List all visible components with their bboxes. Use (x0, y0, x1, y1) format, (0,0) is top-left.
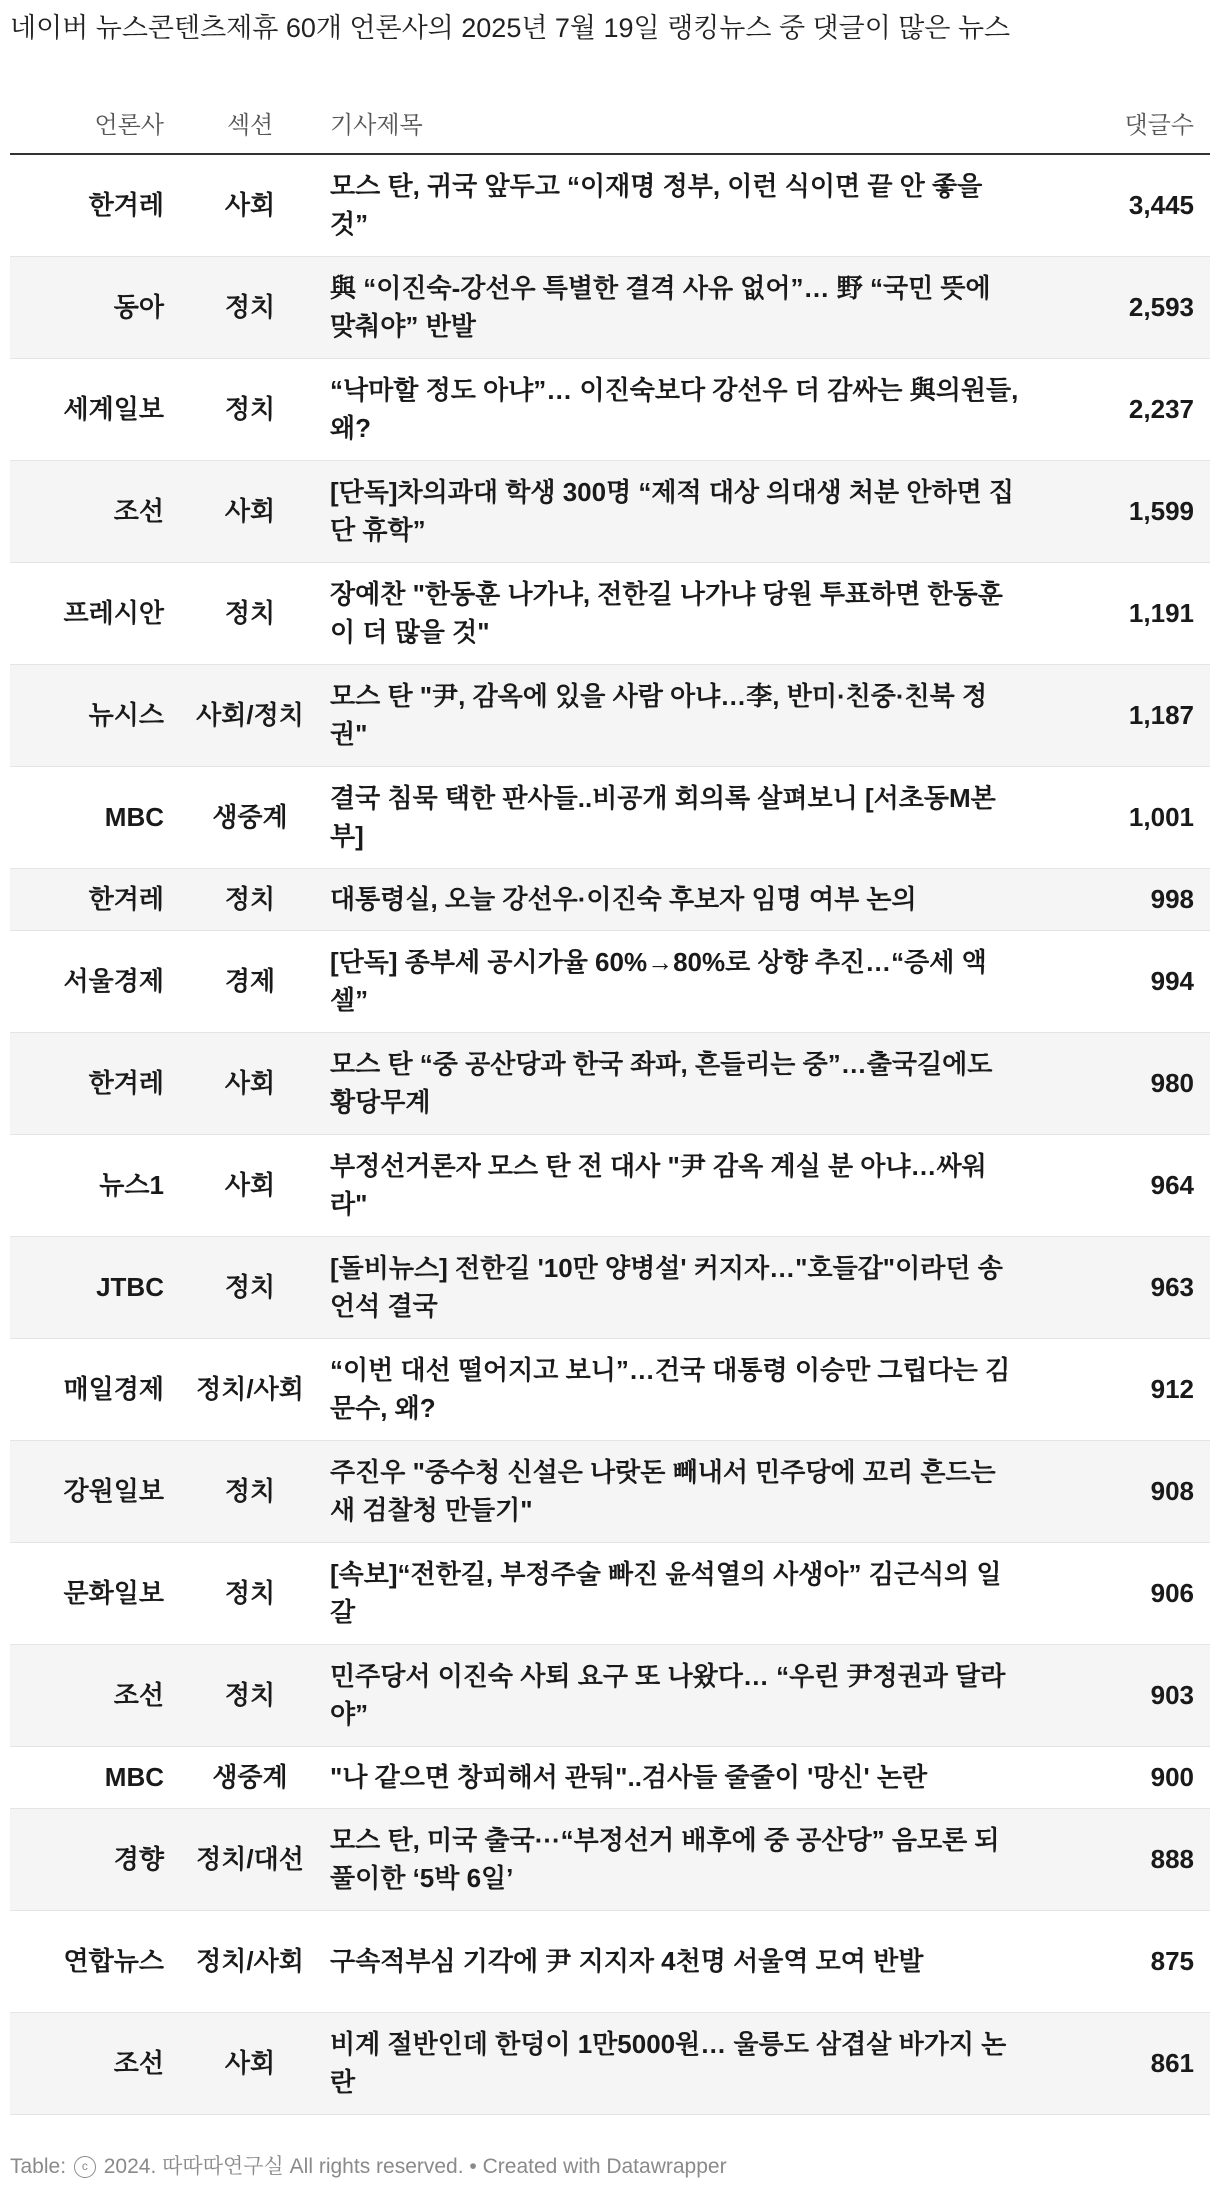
table-row[interactable] (10, 358, 1210, 460)
column-header-section[interactable]: 섹션 (170, 92, 330, 154)
cell-comments: 1,191 (1050, 562, 1210, 664)
table-header-row (10, 92, 1210, 154)
table-title: 네이버 뉴스콘텐츠제휴 60개 언론사의 2025년 7월 19일 랭킹뉴스 중 댓글이 많은 뉴스 (10, 13, 1011, 43)
column-header-comments[interactable]: 댓글수 (1050, 92, 1210, 154)
cell-headline[interactable]: “이번 대선 떨어지고 보니”…건국 대통령 이승만 그립다는 김문수, 왜? (330, 1338, 1050, 1440)
table-row[interactable] (10, 562, 1210, 664)
cell-outlet: 프레시안 (10, 562, 170, 664)
cell-section: 사회 (170, 154, 330, 256)
cell-section: 정치/대선 (170, 1808, 330, 1910)
cell-headline[interactable]: 與 “이진숙-강선우 특별한 결격 사유 없어”… 野 “국민 뜻에 맞춰야” 반발 (330, 256, 1050, 358)
cell-headline[interactable]: 결국 침묵 택한 판사들..비공개 회의록 살펴보니 [서초동M본부] (330, 766, 1050, 868)
cell-section: 사회 (170, 460, 330, 562)
cell-section: 정치/사회 (170, 1338, 330, 1440)
cell-section: 정치 (170, 1644, 330, 1746)
cell-headline[interactable]: 대통령실, 오늘 강선우·이진숙 후보자 임명 여부 논의 (330, 868, 1050, 930)
cell-section: 정치 (170, 868, 330, 930)
comments-ranking-table (10, 92, 1210, 2115)
table-body (10, 154, 1210, 2114)
creative-commons-icon: c (74, 2156, 96, 2178)
cell-outlet: 경향 (10, 1808, 170, 1910)
cell-headline[interactable]: 구속적부심 기각에 尹 지지자 4천명 서울역 모여 반발 (330, 1910, 1050, 2012)
cell-section: 정치 (170, 1236, 330, 1338)
cell-outlet: MBC (10, 1746, 170, 1808)
cell-comments: 903 (1050, 1644, 1210, 1746)
cell-outlet: 뉴스1 (10, 1134, 170, 1236)
cell-headline[interactable]: 모스 탄 "尹, 감옥에 있을 사람 아냐…李, 반미·친중·친북 정권" (330, 664, 1050, 766)
cell-section: 정치 (170, 1440, 330, 1542)
table-row[interactable] (10, 460, 1210, 562)
table-row[interactable] (10, 766, 1210, 868)
cell-headline[interactable]: 모스 탄 “중 공산당과 한국 좌파, 흔들리는 중”…출국길에도 황당무계 (330, 1032, 1050, 1134)
cell-comments: 3,445 (1050, 154, 1210, 256)
cell-section: 사회 (170, 2012, 330, 2114)
cell-section: 정치/사회 (170, 1910, 330, 2012)
cell-comments: 875 (1050, 1910, 1210, 2012)
cell-comments: 1,599 (1050, 460, 1210, 562)
table-row[interactable] (10, 1338, 1210, 1440)
cell-outlet: 문화일보 (10, 1542, 170, 1644)
cell-section: 정치 (170, 358, 330, 460)
cell-headline[interactable]: [단독] 종부세 공시가율 60%→80%로 상향 추진…“증세 액셀” (330, 930, 1050, 1032)
cell-outlet: 강원일보 (10, 1440, 170, 1542)
cell-headline[interactable]: [단독]차의과대 학생 300명 “제적 대상 의대생 처분 안하면 집단 휴학” (330, 460, 1050, 562)
table-row[interactable] (10, 256, 1210, 358)
cell-outlet: MBC (10, 766, 170, 868)
cell-comments: 1,187 (1050, 664, 1210, 766)
cell-section: 생중계 (170, 1746, 330, 1808)
cell-outlet: 조선 (10, 2012, 170, 2114)
table-footer (10, 2150, 727, 2180)
cell-comments: 2,237 (1050, 358, 1210, 460)
cell-headline[interactable]: 장예찬 "한동훈 나가냐, 전한길 나가냐 당원 투표하면 한동훈이 더 많을 것" (330, 562, 1050, 664)
table-row[interactable] (10, 154, 1210, 256)
cell-comments: 964 (1050, 1134, 1210, 1236)
cell-headline[interactable]: 비계 절반인데 한덩이 1만5000원… 울릉도 삼겹살 바가지 논란 (330, 2012, 1050, 2114)
table-row[interactable] (10, 1134, 1210, 1236)
cell-section: 정치 (170, 562, 330, 664)
footer-table-label: Table: (10, 2155, 67, 2178)
cell-outlet: 서울경제 (10, 930, 170, 1032)
cell-headline[interactable]: 민주당서 이진숙 사퇴 요구 또 나왔다… “우린 尹정권과 달라야” (330, 1644, 1050, 1746)
cell-comments: 908 (1050, 1440, 1210, 1542)
cell-comments: 888 (1050, 1808, 1210, 1910)
cell-comments: 861 (1050, 2012, 1210, 2114)
cell-headline[interactable]: [돌비뉴스] 전한길 '10만 양병설' 커지자…"호들갑"이라던 송언석 결국 (330, 1236, 1050, 1338)
cell-outlet: 한겨레 (10, 1032, 170, 1134)
cell-headline[interactable]: "나 같으면 창피해서 관둬"..검사들 줄줄이 '망신' 논란 (330, 1746, 1050, 1808)
table-row[interactable] (10, 1746, 1210, 1808)
cell-outlet: 조선 (10, 460, 170, 562)
cell-comments: 900 (1050, 1746, 1210, 1808)
cell-section: 사회 (170, 1134, 330, 1236)
cell-outlet: 매일경제 (10, 1338, 170, 1440)
table-row[interactable] (10, 1644, 1210, 1746)
cell-outlet: 한겨레 (10, 868, 170, 930)
cell-section: 정치 (170, 1542, 330, 1644)
table-row[interactable] (10, 664, 1210, 766)
cell-headline[interactable]: [속보]“전한길, 부정주술 빠진 윤석열의 사생아” 김근식의 일갈 (330, 1542, 1050, 1644)
cell-outlet: 동아 (10, 256, 170, 358)
cell-outlet: 연합뉴스 (10, 1910, 170, 2012)
cell-comments: 994 (1050, 930, 1210, 1032)
cell-outlet: 한겨레 (10, 154, 170, 256)
cell-comments: 980 (1050, 1032, 1210, 1134)
cell-section: 사회 (170, 1032, 330, 1134)
table-row[interactable] (10, 1910, 1210, 2012)
table-row[interactable] (10, 1236, 1210, 1338)
column-header-outlet[interactable]: 언론사 (10, 92, 170, 154)
cell-comments: 998 (1050, 868, 1210, 930)
cell-section: 사회/정치 (170, 664, 330, 766)
cell-outlet: 세계일보 (10, 358, 170, 460)
table-row[interactable] (10, 2012, 1210, 2114)
cell-comments: 963 (1050, 1236, 1210, 1338)
footer-created-with-link[interactable]: • Created with Datawrapper (469, 2155, 727, 2178)
cell-section: 정치 (170, 256, 330, 358)
cell-outlet: 뉴시스 (10, 664, 170, 766)
cell-comments: 906 (1050, 1542, 1210, 1644)
table-row[interactable] (10, 868, 1210, 930)
cell-headline[interactable]: 부정선거론자 모스 탄 전 대사 "尹 감옥 계실 분 아냐…싸워라" (330, 1134, 1050, 1236)
cell-headline[interactable]: 모스 탄, 귀국 앞두고 “이재명 정부, 이런 식이면 끝 안 좋을 것” (330, 154, 1050, 256)
cell-headline[interactable]: 모스 탄, 미국 출국···“부정선거 배후에 중 공산당” 음모론 되풀이한 ‘5박 6일’ (330, 1808, 1050, 1910)
column-header-headline[interactable]: 기사제목 (330, 92, 1050, 154)
cell-section: 경제 (170, 930, 330, 1032)
cell-outlet: JTBC (10, 1236, 170, 1338)
cell-outlet: 조선 (10, 1644, 170, 1746)
cell-comments: 1,001 (1050, 766, 1210, 868)
cell-headline[interactable]: 주진우 "중수청 신설은 나랏돈 빼내서 민주당에 꼬리 흔드는 새 검찰청 만들기" (330, 1440, 1050, 1542)
table-row[interactable] (10, 1032, 1210, 1134)
table-row[interactable] (10, 1542, 1210, 1644)
footer-copyright: 2024. 따따따연구실 All rights reserved. (103, 2155, 464, 2178)
table-row[interactable] (10, 1808, 1210, 1910)
cell-comments: 912 (1050, 1338, 1210, 1440)
cell-headline[interactable]: “낙마할 정도 아냐”… 이진숙보다 강선우 더 감싸는 與의원들, 왜? (330, 358, 1050, 460)
cell-comments: 2,593 (1050, 256, 1210, 358)
table-row[interactable] (10, 1440, 1210, 1542)
cell-section: 생중계 (170, 766, 330, 868)
table-row[interactable] (10, 930, 1210, 1032)
